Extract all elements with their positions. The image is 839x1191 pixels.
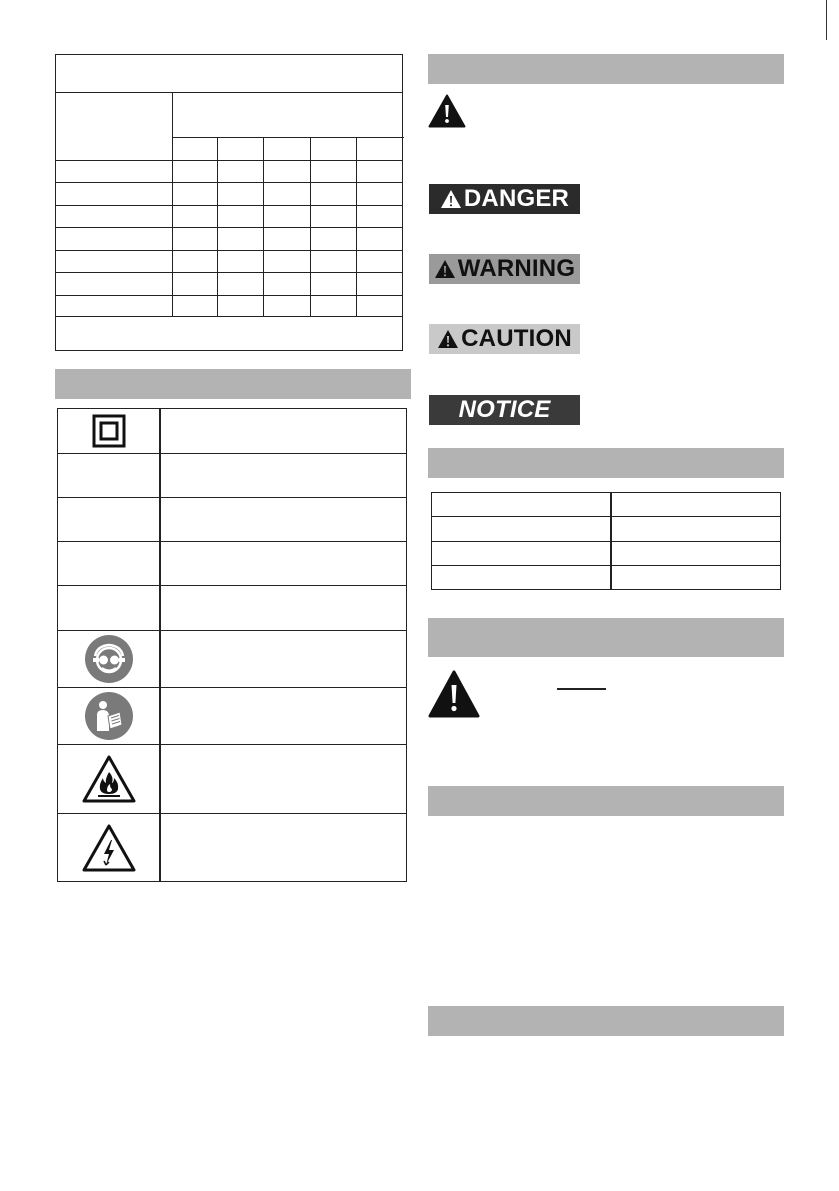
table-row — [56, 272, 402, 273]
section-bar-4 — [428, 786, 784, 816]
alert-triangle-icon — [440, 189, 462, 209]
safety-alert-icon — [428, 94, 466, 133]
danger-label — [429, 184, 580, 214]
section-bar-safety — [428, 54, 784, 84]
underlined-word — [557, 688, 606, 690]
read-manual-icon — [58, 687, 159, 744]
alert-triangle-icon — [437, 329, 459, 349]
table-row — [56, 316, 402, 317]
table-row — [56, 182, 402, 183]
electric-shock-icon — [58, 813, 159, 883]
caution-text: CAUTION — [461, 325, 572, 352]
table-column-divider — [263, 137, 264, 316]
table-row — [56, 227, 402, 228]
table-column-divider — [217, 137, 218, 316]
fire-hazard-icon — [58, 744, 159, 813]
table-row — [432, 565, 780, 566]
table-row — [58, 541, 406, 542]
table-row — [56, 92, 402, 93]
double-insulated-icon — [58, 409, 159, 453]
caution-label — [429, 324, 580, 354]
table-row — [56, 295, 402, 296]
table-column-divider — [310, 137, 311, 316]
table-row — [432, 516, 780, 517]
danger-text: DANGER — [463, 185, 570, 212]
table-row — [56, 160, 402, 161]
section-bar-symbols — [55, 369, 411, 399]
extension-cord-table — [55, 54, 403, 351]
crop-mark — [826, 0, 827, 40]
table-column-divider — [159, 409, 161, 881]
notice-text: NOTICE — [458, 396, 551, 423]
table-row — [58, 585, 406, 586]
section-bar-warning — [428, 618, 784, 657]
table-column-divider — [172, 92, 173, 316]
eye-protection-icon — [58, 630, 159, 687]
symbols-table — [57, 408, 407, 882]
warning-triangle-icon — [428, 670, 480, 723]
section-bar-specifications — [428, 448, 784, 478]
warning-text: WARNING — [457, 255, 576, 282]
table-row — [432, 541, 780, 542]
alert-triangle-icon — [434, 259, 456, 279]
notice-label — [429, 395, 580, 425]
table-column-divider — [356, 137, 357, 316]
table-row — [58, 497, 406, 498]
section-bar-5 — [428, 1006, 784, 1036]
warning-label — [429, 254, 580, 284]
table-row — [56, 250, 402, 251]
table-row — [58, 453, 406, 454]
table-row — [56, 205, 402, 206]
table-row — [172, 137, 404, 138]
specifications-table — [431, 492, 781, 590]
